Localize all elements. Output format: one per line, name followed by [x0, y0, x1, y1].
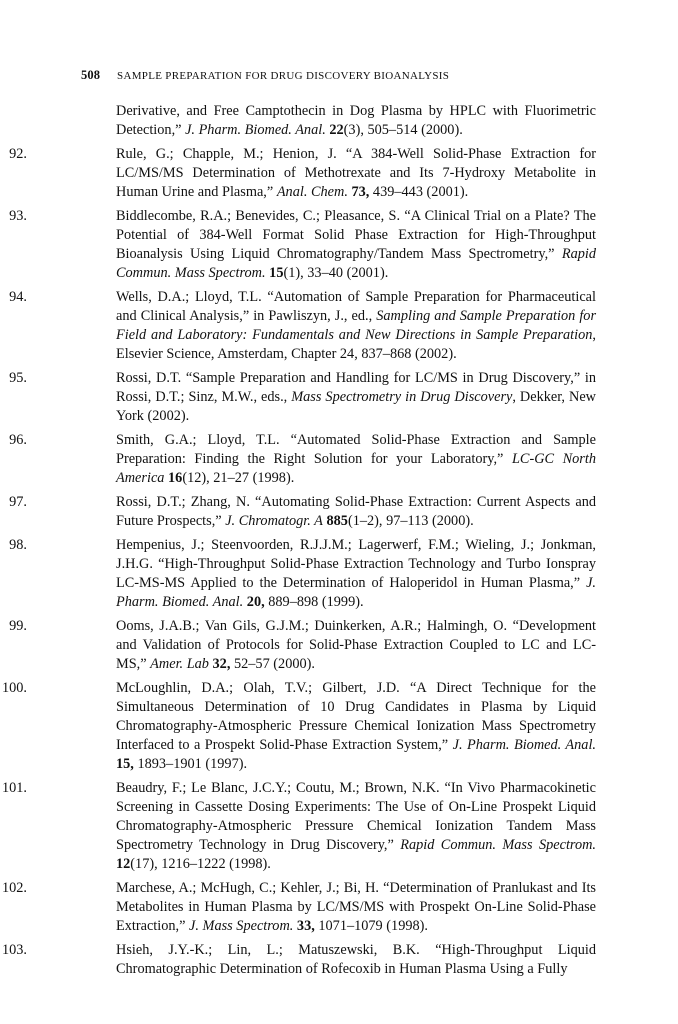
- reference-segment: Rossi, D.T. “Sample Preparation and Handling for LC/MS in Drug Discovery,” in Rossi, D.T.; Sinz, M.W., eds.,: [116, 370, 596, 405]
- reference-text: [116, 680, 596, 772]
- reference-number: 102.: [1, 880, 27, 896]
- reference-segment: (17), 1216–1222 (1998).: [130, 856, 271, 872]
- reference-item: [0, 617, 596, 674]
- reference-item: [0, 779, 596, 874]
- reference-item: [0, 536, 596, 612]
- journal-title: J. Mass Spectrom.: [189, 918, 294, 934]
- journal-title: Sampling and Sample Preparation for Field and Laboratory: Fundamentals and New Directions in Sample Preparation: [116, 308, 597, 343]
- reference-text: [116, 942, 596, 977]
- reference-segment: Rossi, D.T.; Zhang, N. “Automating Solid-Phase Extraction: Current Aspects and Future Prospects,”: [116, 494, 596, 529]
- reference-number: 97.: [9, 494, 27, 510]
- reference-text: [116, 103, 596, 138]
- journal-title: J. Pharm. Biomed. Anal.: [116, 575, 596, 610]
- volume-number: 885: [326, 513, 348, 529]
- reference-segment: , Elsevier Science, Amsterdam, Chapter 24, 837–868 (2002).: [116, 327, 596, 362]
- reference-segment: , Dekker, New York (2002).: [116, 389, 596, 424]
- reference-text: [116, 880, 596, 934]
- reference-segment: 439–443 (2001).: [369, 184, 469, 200]
- journal-title: LC-GC North America: [116, 451, 596, 486]
- reference-item: [0, 102, 596, 140]
- reference-item: [0, 145, 596, 202]
- reference-segment: Ooms, J.A.B.; Van Gils, G.J.M.; Duinkerken, A.R.; Halmingh, O. “Development and Validation of Protocols for Solid-Phase Extraction Coupled to LC and LC-MS,”: [116, 618, 596, 672]
- reference-segment: Beaudry, F.; Le Blanc, J.C.Y.; Coutu, M.; Brown, N.K. “In Vivo Pharmacokinetic Screening in Cassette Dosing Experiments: The Use of On-Line Prospekt Liquid Chromatography-Atmospheric Pressure Chemical Ionization Tandem Mass Spectrometry Technology in Drug Discovery,”: [116, 780, 596, 853]
- volume-number: 12: [116, 856, 131, 872]
- journal-title: Mass Spectrometry in Drug Discovery: [291, 389, 513, 405]
- journal-title: J. Chromatogr. A: [225, 513, 323, 529]
- reference-segment: (1), 33–40 (2001).: [283, 265, 389, 281]
- reference-segment: (12), 21–27 (1998).: [182, 470, 295, 486]
- volume-number: 15: [269, 265, 284, 281]
- volume-number: 22: [329, 122, 344, 138]
- reference-segment: (3), 505–514 (2000).: [343, 122, 463, 138]
- reference-text: [116, 146, 596, 200]
- reference-segment: Derivative, and Free Camptothecin in Dog Plasma by HPLC with Fluorimetric Detection,”: [116, 103, 596, 138]
- reference-text: [116, 780, 596, 872]
- running-header: [81, 68, 601, 83]
- reference-segment: 52–57 (2000).: [230, 656, 315, 672]
- reference-segment: 889–898 (1999).: [264, 594, 364, 610]
- volume-number: 20,: [246, 594, 265, 610]
- reference-segment: Rule, G.; Chapple, M.; Henion, J. “A 384-Well Solid-Phase Extraction for LC/MS/MS Determination of Methotrexate and Its 7-Hydroxy Metabolite in Human Urine and Plasma,”: [116, 146, 596, 200]
- reference-text: [116, 432, 596, 486]
- page-number: 508: [81, 68, 101, 82]
- reference-segment: Biddlecombe, R.A.; Benevides, C.; Pleasance, S. “A Clinical Trial on a Plate? The Potential of 384-Well Format Solid Phase Extraction for High-Throughput Bioanalysis Using Liquid Chromatography/Tandem Mass Spectrometry,”: [116, 208, 596, 262]
- reference-item: [0, 879, 596, 936]
- volume-number: 73,: [351, 184, 370, 200]
- reference-list: [0, 102, 678, 984]
- reference-text: [116, 208, 596, 281]
- volume-number: 33,: [296, 918, 315, 934]
- volume-number: 15,: [116, 756, 134, 772]
- reference-segment: Marchese, A.; McHugh, C.; Kehler, J.; Bi, H. “Determination of Pranlukast and Its Metabolites in Human Plasma by LC/MS/MS with Prospekt On-Line Solid-Phase Extraction,”: [116, 880, 596, 934]
- journal-title: J. Pharm. Biomed. Anal.: [452, 737, 596, 753]
- reference-text: [116, 537, 596, 610]
- journal-title: Amer. Lab: [150, 656, 209, 672]
- reference-segment: Hsieh, J.Y.-K.; Lin, L.; Matuszewski, B.K. “High-Throughput Liquid Chromatographic Determination of Rofecoxib in Human Plasma Using a Fully: [116, 942, 596, 977]
- reference-segment: Wells, D.A.; Lloyd, T.L. “Automation of Sample Preparation for Pharmaceutical and Clinical Analysis,” in Pawliszyn, J., ed.,: [116, 289, 596, 324]
- reference-number: 98.: [9, 537, 27, 553]
- reference-number: 101.: [1, 780, 27, 796]
- reference-number: 95.: [9, 370, 27, 386]
- reference-number: 100.: [1, 680, 27, 696]
- running-title: SAMPLE PREPARATION FOR DRUG DISCOVERY BIOANALYSIS: [117, 70, 450, 82]
- reference-item: [0, 941, 596, 979]
- reference-item: [0, 679, 596, 774]
- reference-text: [116, 494, 596, 529]
- journal-title: Anal. Chem.: [276, 184, 348, 200]
- reference-segment: Hempenius, J.; Steenvoorden, R.J.J.M.; Lagerwerf, F.M.; Wieling, J.; Jonkman, J.H.G. “High-Throughput Solid-Phase Extraction Technology and Turbo Ionspray LC-MS-MS Applied to the Determination of Haloperidol in Human Plasma,”: [116, 537, 596, 591]
- reference-text: [116, 370, 596, 424]
- reference-number: 92.: [9, 146, 27, 162]
- reference-number: 99.: [9, 618, 27, 634]
- journal-title: Rapid Commun. Mass Spectrom.: [400, 837, 596, 853]
- reference-number: 103.: [1, 942, 27, 958]
- reference-segment: Smith, G.A.; Lloyd, T.L. “Automated Solid-Phase Extraction and Sample Preparation: Finding the Right Solution for your Laboratory,”: [116, 432, 596, 467]
- reference-text: [116, 289, 596, 362]
- reference-segment: 1893–1901 (1997).: [133, 756, 248, 772]
- volume-number: 16: [168, 470, 183, 486]
- journal-title: J. Pharm. Biomed. Anal.: [185, 122, 326, 138]
- reference-number: 93.: [9, 208, 27, 224]
- reference-item: [0, 207, 596, 283]
- reference-text: [116, 618, 596, 672]
- reference-segment: (1–2), 97–113 (2000).: [347, 513, 474, 529]
- reference-number: 94.: [9, 289, 27, 305]
- reference-item: [0, 493, 596, 531]
- volume-number: 32,: [212, 656, 231, 672]
- reference-number: 96.: [9, 432, 27, 448]
- reference-segment: 1071–1079 (1998).: [314, 918, 428, 934]
- reference-item: [0, 288, 596, 364]
- reference-item: [0, 369, 596, 426]
- reference-segment: McLoughlin, D.A.; Olah, T.V.; Gilbert, J.D. “A Direct Technique for the Simultaneous Determination of 10 Drug Candidates in Plasma by Liquid Chromatography-Atmospheric Pressure Chemical Ionization Mass Spectrometry Interfaced to a Prospekt Solid-Phase Extraction System,”: [116, 680, 596, 753]
- reference-item: [0, 431, 596, 488]
- journal-title: Rapid Commun. Mass Spectrom.: [116, 246, 596, 281]
